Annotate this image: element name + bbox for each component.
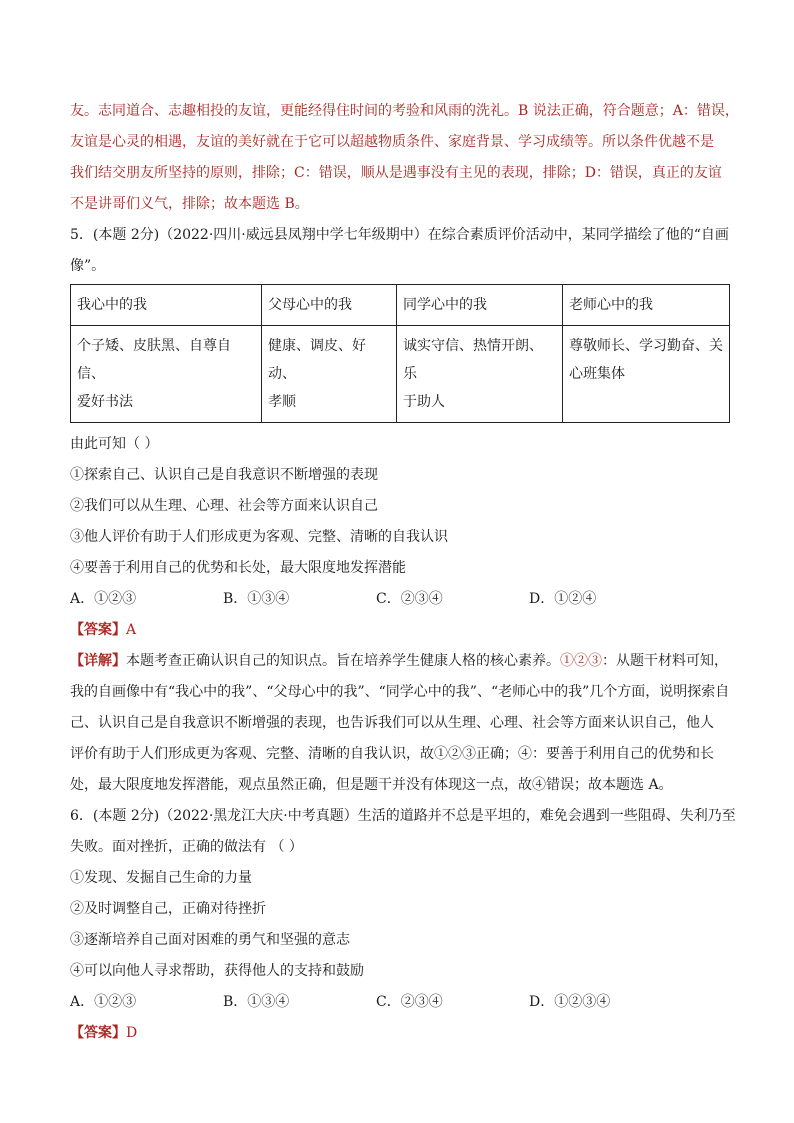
- detail-line: 处，最大限度地发挥潜能，观点虽然正确，但是题干并没有体现这一点，故④错误；故本题选 A。: [70, 777, 673, 793]
- detail-line: 我的自画像中有“我心中的我”、“父母心中的我”、“同学心中的我”、“老师心中的我”几个方面，说明探索自: [70, 684, 730, 700]
- explanation-line: 友。志同道合、志趣相投的友谊，更能经得住时间的考验和风雨的洗礼。B 说法正确，符合题意；A：错误，: [70, 103, 739, 119]
- q5-detail: [70, 646, 730, 801]
- q5-lead: 由此可知（ ）: [70, 436, 159, 452]
- answer-tag: 【答案】: [70, 1025, 126, 1041]
- option-b: B．①③④: [223, 994, 290, 1010]
- question-5: [70, 220, 730, 801]
- q5-item: ③他人评价有助于人们形成更为客观、完整、清晰的自我认识: [70, 529, 448, 545]
- option-d: D．①②④: [529, 591, 597, 607]
- option-a: A．①②③: [70, 994, 137, 1010]
- table-header-cell: 我心中的我: [71, 285, 262, 326]
- q5-item: ②我们可以从生理、心理、社会等方面来认识自己: [70, 498, 378, 514]
- document-page: [70, 96, 739, 1049]
- option-b: B．①③④: [223, 591, 290, 607]
- answer-value: A: [126, 622, 137, 638]
- q6-stem-cont: 失败。面对挫折，正确的做法有 （ ）: [70, 839, 303, 855]
- answer-tag: 【答案】: [70, 622, 126, 638]
- option-a: A．①②③: [70, 591, 137, 607]
- q6-item: ④可以向他人寻求帮助，获得他人的支持和鼓励: [70, 963, 364, 979]
- q5-item: ④要善于利用自己的优势和长处，最大限度地发挥潜能: [70, 560, 406, 576]
- detail-highlight: ①②③: [560, 653, 602, 669]
- option-c: C．②③④: [376, 994, 443, 1010]
- detail-line: 己、认识自己是自我意识不断增强的表现，也告诉我们可以从生理、心理、社会等方面来认识自己，他人: [70, 715, 714, 731]
- q6-item: ②及时调整自己，正确对待挫折: [70, 901, 266, 917]
- table-row: [71, 326, 730, 423]
- explanation-line: 友谊是心灵的相遇，友谊的美好就在于它可以超越物质条件、家庭背景、学习成绩等。所以条件优越不是: [70, 134, 714, 150]
- q5-item: ①探索自己、认识自己是自我意识不断增强的表现: [70, 467, 378, 483]
- table-header-cell: 老师心中的我: [563, 285, 730, 326]
- detail-line: 评价有助于人们形成更为客观、完整、清晰的自我认识，故①②③正确；④：要善于利用自己的优势和长: [70, 746, 714, 762]
- detail-tag: 【详解】: [70, 653, 126, 669]
- detail-text: ：从题干材料可知，: [602, 653, 728, 669]
- q6-item: ①发现、发掘自己生命的力量: [70, 870, 252, 886]
- answer-value: D: [126, 1025, 138, 1041]
- table-cell: 诚实守信、热情开朗、乐 于助人: [397, 326, 563, 423]
- detail-text: 本题考查正确认识自己的知识点。旨在培养学生健康人格的核心素养。: [126, 653, 560, 669]
- q6-stem: 6．(本题 2分)（2022·黑龙江大庆·中考真题）生活的道路并不总是平坦的，难免会遇到一些阻碍、失利乃至: [70, 808, 736, 824]
- previous-explanation: [70, 96, 739, 220]
- self-portrait-table: [70, 284, 730, 423]
- q6-answer: [70, 1018, 730, 1049]
- option-d: D．①②③④: [529, 994, 611, 1010]
- q5-stem-cont: 像”。: [70, 258, 106, 274]
- table-cell: 个子矮、皮肤黑、自尊自信、 爱好书法: [71, 326, 262, 423]
- table-header-cell: 同学心中的我: [397, 285, 563, 326]
- table-cell: 健康、调皮、好动、 孝顺: [262, 326, 397, 423]
- table-header-row: [71, 285, 730, 326]
- option-c: C．②③④: [376, 591, 443, 607]
- q5-options: [70, 584, 730, 615]
- q5-stem: 5．(本题 2分)（2022·四川·威远县凤翔中学七年级期中）在综合素质评价活动中，某同学描绘了他的“自画: [70, 227, 729, 243]
- q6-options: [70, 987, 730, 1018]
- question-6: [70, 801, 736, 1049]
- table-cell: 尊敬师长、学习勤奋、关 心班集体: [563, 326, 730, 423]
- explanation-line: 不是讲哥们义气，排除；故本题选 B。: [70, 196, 309, 212]
- table-header-cell: 父母心中的我: [262, 285, 397, 326]
- q5-answer: [70, 615, 730, 646]
- explanation-line: 我们结交朋友所坚持的原则，排除；C：错误，顺从是遇事没有主见的表现，排除；D：错误，真正的友谊: [70, 165, 722, 181]
- q6-item: ③逐渐培养自己面对困难的勇气和坚强的意志: [70, 932, 350, 948]
